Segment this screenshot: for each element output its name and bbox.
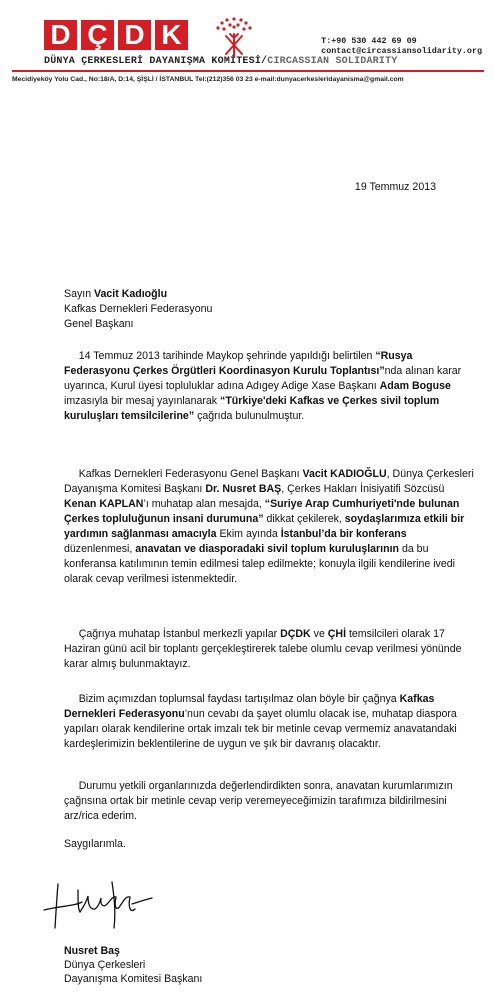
- logo-letter: K: [155, 20, 188, 50]
- text-run: ’nun cevabı da şayet olumlu olacak ise, muhatap diaspora yapıları olarak kendilerine ortak imzalı tek bir metinle cevap vermemiz anavatandaki kardeşlerimizin beklentilerine de uygun ve şık bir davranış olacaktır.: [64, 708, 457, 750]
- text-run: soydaşlarımıza etkili bir yardımın sağlanması amacıyla: [64, 513, 465, 540]
- recipient-line: [64, 287, 474, 302]
- circassian-flag-emblem-icon: [210, 14, 258, 58]
- recipient-name: Vacit Kadıoğlu: [94, 288, 168, 300]
- logo-letter: Ç: [81, 20, 114, 50]
- text-run: düzenlenmesi,: [64, 543, 136, 555]
- salutation: Sayın: [64, 288, 92, 300]
- letter-date: 19 Temmuz 2013: [354, 181, 436, 193]
- text-run: Dr. Nusret BAŞ: [205, 483, 282, 495]
- text-run: temsilcileri olarak 17 Haziran günü acil bir toplantı gerçekleştirerek talebe olumlu cevap verilmesi yönünde karar almış bulunmaktayız.: [64, 628, 462, 670]
- body-paragraph-1: [64, 349, 474, 424]
- org-name-english: CIRCASSIAN SOLIDARITY: [267, 56, 398, 67]
- logo-letter: D: [44, 20, 77, 50]
- text-run: “Suriye Arap Cumhuriyeti'nde bulunan Çerkes topluluğunun insani durumuna”: [64, 498, 460, 525]
- text-run: Kafkas Dernekleri Federasyonu Genel Başkanı: [78, 468, 303, 480]
- text-run: da bu konferansa katılımının temin edilmesi talep edilmekte; konuyla ilgili kendilerine ivedi olarak cevap verilmesi istenmektedir.: [64, 543, 455, 585]
- handwritten-signature: [40, 876, 160, 936]
- organization-name: [44, 56, 484, 67]
- signer-title: Dayanışma Komitesi Başkanı: [64, 973, 203, 985]
- text-run: Vacit KADIOĞLU: [302, 468, 387, 480]
- recipient-org: Kafkas Dernekleri Federasyonu: [64, 303, 213, 315]
- text-run: Bizim açımızdan toplumsal faydası tartışılmaz olan böyle bir çağnya: [78, 693, 400, 705]
- text-run: ’ı muhatap alan mesajda,: [143, 498, 265, 510]
- text-run: , Dünya Çerkesleri Dayanışma Komitesi Başkanı: [64, 468, 474, 495]
- text-run: “Türkiye'deki Kafkas ve Çerkes sivil toplum kuruluşları temsilcilerine”: [64, 395, 440, 422]
- letterhead: [0, 0, 494, 95]
- text-run: DÇDK: [280, 628, 311, 640]
- text-run: ÇHİ: [327, 628, 347, 640]
- contact-email: contact@circassiansolidarity.org: [321, 46, 482, 56]
- body-paragraph-4: [64, 692, 474, 752]
- recipient-block: [64, 287, 474, 332]
- body-paragraph-5: [64, 779, 474, 824]
- text-run: Kenan KAPLAN: [64, 498, 144, 510]
- dcdk-logo: [44, 20, 188, 50]
- logo-letter: D: [118, 20, 151, 50]
- phone-number: T:+90 530 442 69 09: [321, 36, 417, 46]
- text-run: İstanbul’da bir konferans: [280, 528, 407, 540]
- text-run: dikkat çekilerek,: [263, 513, 345, 525]
- body-paragraph-2: [64, 467, 474, 587]
- header-divider: [12, 70, 484, 72]
- signer-org: Dünya Çerkesleri: [64, 959, 146, 971]
- closing-line: Saygılarımla.: [64, 838, 126, 850]
- text-run: çağrıda bulunulmuştur.: [194, 410, 305, 422]
- text-run: Çağrıya muhatap İstanbul merkezli yapılar: [78, 628, 281, 640]
- text-run: Kafkas Dernekleri Federasyonu: [64, 693, 435, 720]
- text-run: imzasıyla bir mesaj yayınlanarak: [64, 395, 221, 407]
- text-run: , Çerkes Hakları İnisiyatifi Sözcüsü: [281, 483, 445, 495]
- text-run: Durumu yetkili organlarınızda değerlendirdikten sonra, anavatan kurumlarımızın çağnsına ortak bir metinle cevap verip veremeyeceğimizin tarafımıza bildirilmesini arz/rica ederim.: [64, 780, 453, 822]
- text-run: “Rusya Federasyonu Çerkes Örgütleri Koordinasyon Kurulu Toplantısı”: [64, 350, 413, 377]
- org-name-turkish: DÜNYA ÇERKESLERİ DAYANIŞMA KOMİTESİ/: [44, 56, 268, 67]
- signer-name: Nusret Baş: [64, 945, 120, 957]
- body-paragraph-3: [64, 627, 474, 672]
- contact-info: [321, 36, 482, 56]
- text-run: nda alınan karar uyarınca, Kurul üyesi topluluklar adına Adıgey Adige Xase Başkanı: [64, 365, 462, 392]
- text-run: ve: [310, 628, 328, 640]
- recipient-title: Genel Başkanı: [64, 318, 134, 330]
- text-run: anavatan ve diasporadaki sivil toplum kuruluşlarının: [135, 543, 400, 555]
- text-run: Ekim ayında: [216, 528, 281, 540]
- text-run: 14 Temmuz 2013 tarihinde Maykop şehrinde yapıldığı belirtilen: [78, 350, 376, 362]
- signer-block: [64, 944, 474, 986]
- text-run: Adam Boguse: [379, 380, 451, 392]
- address-line: Mecidiyeköy Yolu Cad., No:18/A, D:14, ŞİŞLİ / İSTANBUL Tel:(212)356 03 23 e-mail:dunyacerkesleridayanisma@gmail.com: [12, 76, 404, 83]
